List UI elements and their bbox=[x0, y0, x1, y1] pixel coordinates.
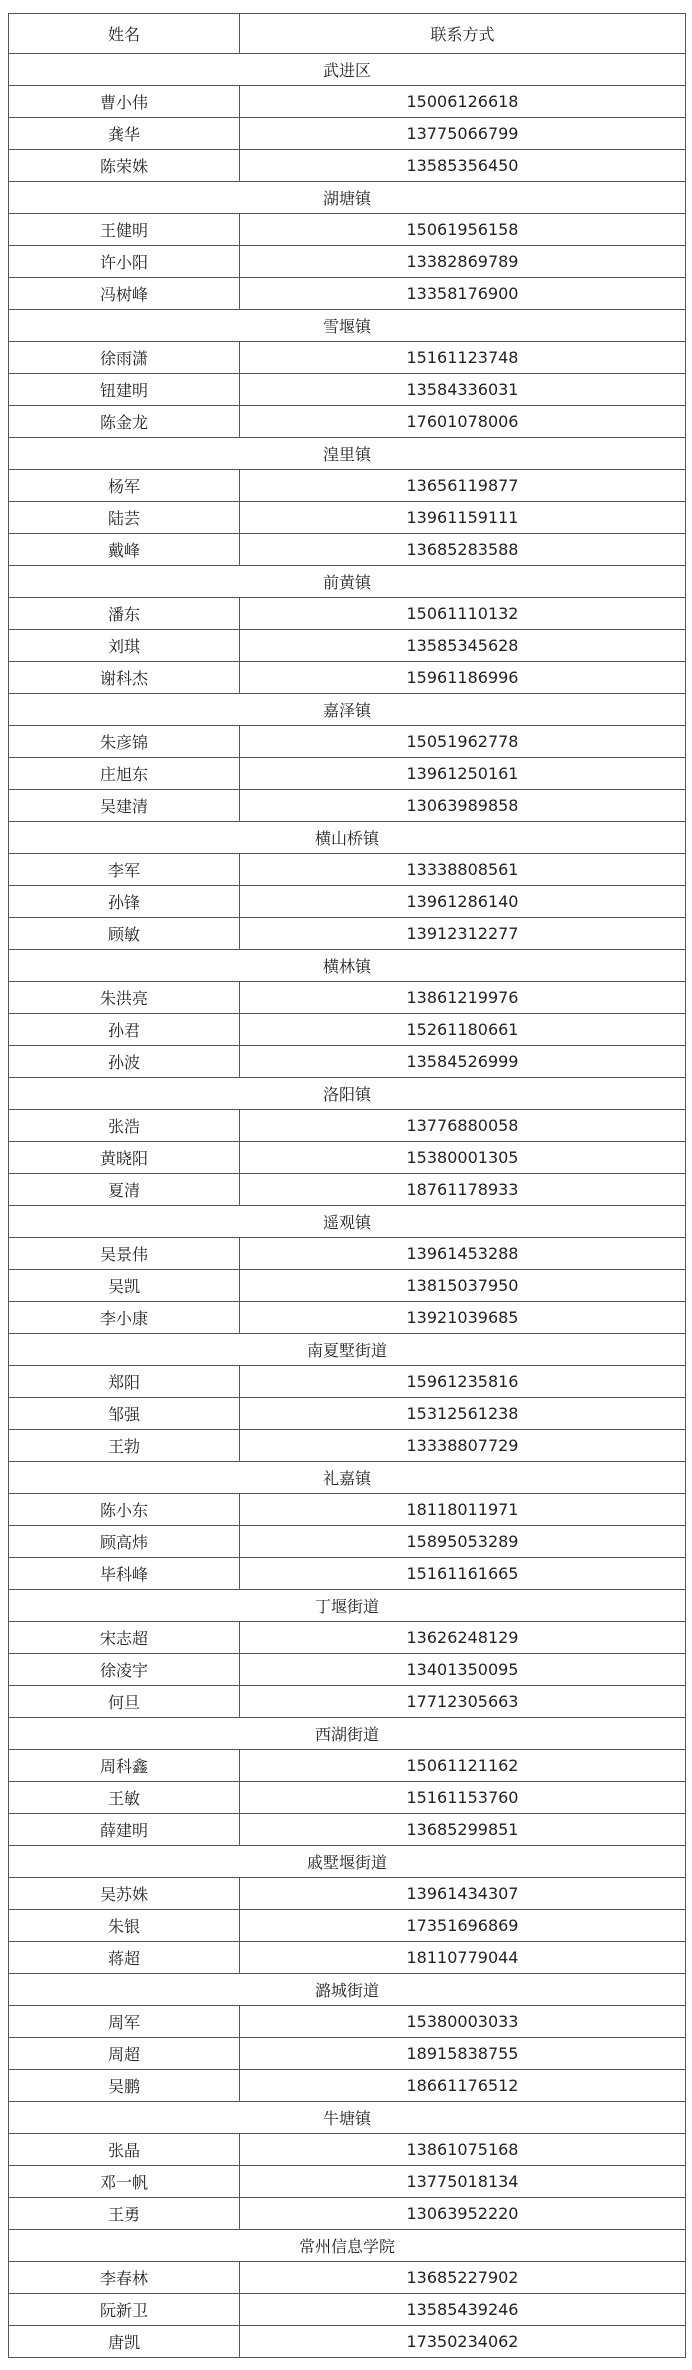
person-name: 陆芸 bbox=[9, 502, 240, 534]
person-name: 张晶 bbox=[9, 2134, 240, 2166]
district-name: 常州信息学院 bbox=[9, 2230, 686, 2262]
phone-number: 13815037950 bbox=[240, 1270, 686, 1302]
phone-number: 13685299851 bbox=[240, 1814, 686, 1846]
table-row bbox=[9, 758, 686, 790]
table-row bbox=[9, 1654, 686, 1686]
phone-number: 13961434307 bbox=[240, 1878, 686, 1910]
phone-number: 13861075168 bbox=[240, 2134, 686, 2166]
table-row bbox=[9, 1526, 686, 1558]
person-name: 潘东 bbox=[9, 598, 240, 630]
district-row bbox=[9, 1462, 686, 1494]
table-row bbox=[9, 246, 686, 278]
phone-number: 13775066799 bbox=[240, 118, 686, 150]
district-row bbox=[9, 182, 686, 214]
person-name: 钮建明 bbox=[9, 374, 240, 406]
phone-number: 13776880058 bbox=[240, 1110, 686, 1142]
phone-number: 13358176900 bbox=[240, 278, 686, 310]
table-row bbox=[9, 1814, 686, 1846]
person-name: 陈荣姝 bbox=[9, 150, 240, 182]
person-name: 许小阳 bbox=[9, 246, 240, 278]
phone-number: 15061110132 bbox=[240, 598, 686, 630]
district-row bbox=[9, 1590, 686, 1622]
person-name: 王健明 bbox=[9, 214, 240, 246]
phone-number: 13584526999 bbox=[240, 1046, 686, 1078]
district-name: 丁堰街道 bbox=[9, 1590, 686, 1622]
district-name: 前黄镇 bbox=[9, 566, 686, 598]
table-row bbox=[9, 630, 686, 662]
person-name: 李春林 bbox=[9, 2262, 240, 2294]
district-name: 南夏墅街道 bbox=[9, 1334, 686, 1366]
person-name: 孙波 bbox=[9, 1046, 240, 1078]
phone-number: 13775018134 bbox=[240, 2166, 686, 2198]
table-row bbox=[9, 1302, 686, 1334]
table-row bbox=[9, 1174, 686, 1206]
table-row bbox=[9, 662, 686, 694]
person-name: 郑阳 bbox=[9, 1366, 240, 1398]
phone-number: 13861219976 bbox=[240, 982, 686, 1014]
person-name: 王勇 bbox=[9, 2198, 240, 2230]
district-name: 湟里镇 bbox=[9, 438, 686, 470]
table-row bbox=[9, 2166, 686, 2198]
table-row bbox=[9, 1750, 686, 1782]
table-row bbox=[9, 1686, 686, 1718]
phone-number: 15161161665 bbox=[240, 1558, 686, 1590]
phone-number: 13921039685 bbox=[240, 1302, 686, 1334]
district-name: 横林镇 bbox=[9, 950, 686, 982]
table-row bbox=[9, 406, 686, 438]
phone-number: 13961250161 bbox=[240, 758, 686, 790]
table-row bbox=[9, 2294, 686, 2326]
phone-number: 15061121162 bbox=[240, 1750, 686, 1782]
person-name: 龚华 bbox=[9, 118, 240, 150]
table-row bbox=[9, 214, 686, 246]
district-row bbox=[9, 2102, 686, 2134]
phone-number: 13626248129 bbox=[240, 1622, 686, 1654]
person-name: 李军 bbox=[9, 854, 240, 886]
phone-number: 13961159111 bbox=[240, 502, 686, 534]
person-name: 冯树峰 bbox=[9, 278, 240, 310]
table-row bbox=[9, 726, 686, 758]
table-row bbox=[9, 118, 686, 150]
person-name: 何旦 bbox=[9, 1686, 240, 1718]
name-column-header: 姓名 bbox=[9, 14, 240, 54]
phone-number: 17350234062 bbox=[240, 2326, 686, 2358]
phone-number: 18661176512 bbox=[240, 2070, 686, 2102]
person-name: 阮新卫 bbox=[9, 2294, 240, 2326]
table-row bbox=[9, 1782, 686, 1814]
district-name: 西湖街道 bbox=[9, 1718, 686, 1750]
district-name: 礼嘉镇 bbox=[9, 1462, 686, 1494]
district-name: 潞城街道 bbox=[9, 1974, 686, 2006]
phone-number: 15380003033 bbox=[240, 2006, 686, 2038]
phone-number: 13338808561 bbox=[240, 854, 686, 886]
person-name: 朱洪亮 bbox=[9, 982, 240, 1014]
phone-number: 15312561238 bbox=[240, 1398, 686, 1430]
phone-number: 17601078006 bbox=[240, 406, 686, 438]
district-row bbox=[9, 1846, 686, 1878]
person-name: 黄晓阳 bbox=[9, 1142, 240, 1174]
table-row bbox=[9, 2134, 686, 2166]
phone-number: 13063989858 bbox=[240, 790, 686, 822]
table-row bbox=[9, 534, 686, 566]
table-row bbox=[9, 2070, 686, 2102]
person-name: 吴鹏 bbox=[9, 2070, 240, 2102]
person-name: 吴苏姝 bbox=[9, 1878, 240, 1910]
district-row bbox=[9, 822, 686, 854]
phone-number: 13685227902 bbox=[240, 2262, 686, 2294]
phone-number: 15161123748 bbox=[240, 342, 686, 374]
phone-number: 13961286140 bbox=[240, 886, 686, 918]
person-name: 张浩 bbox=[9, 1110, 240, 1142]
phone-number: 13585345628 bbox=[240, 630, 686, 662]
person-name: 戴峰 bbox=[9, 534, 240, 566]
table-row bbox=[9, 1014, 686, 1046]
district-row bbox=[9, 1206, 686, 1238]
table-row bbox=[9, 278, 686, 310]
phone-number: 18118011971 bbox=[240, 1494, 686, 1526]
table-row bbox=[9, 1238, 686, 1270]
table-row bbox=[9, 2326, 686, 2358]
district-row bbox=[9, 310, 686, 342]
district-name: 洛阳镇 bbox=[9, 1078, 686, 1110]
table-row bbox=[9, 2006, 686, 2038]
district-row bbox=[9, 694, 686, 726]
person-name: 王敏 bbox=[9, 1782, 240, 1814]
person-name: 刘琪 bbox=[9, 630, 240, 662]
person-name: 邹强 bbox=[9, 1398, 240, 1430]
person-name: 谢科杰 bbox=[9, 662, 240, 694]
person-name: 庄旭东 bbox=[9, 758, 240, 790]
table-row bbox=[9, 886, 686, 918]
phone-number: 15061956158 bbox=[240, 214, 686, 246]
phone-number: 15895053289 bbox=[240, 1526, 686, 1558]
table-body bbox=[9, 54, 686, 2358]
person-name: 吴景伟 bbox=[9, 1238, 240, 1270]
phone-number: 15051962778 bbox=[240, 726, 686, 758]
person-name: 孙锋 bbox=[9, 886, 240, 918]
header-row bbox=[9, 14, 686, 54]
person-name: 徐凌宇 bbox=[9, 1654, 240, 1686]
table-row bbox=[9, 342, 686, 374]
table-row bbox=[9, 1270, 686, 1302]
person-name: 唐凯 bbox=[9, 2326, 240, 2358]
contact-column-header: 联系方式 bbox=[240, 14, 686, 54]
phone-number: 13912312277 bbox=[240, 918, 686, 950]
person-name: 顾高炜 bbox=[9, 1526, 240, 1558]
person-name: 王勃 bbox=[9, 1430, 240, 1462]
phone-number: 18915838755 bbox=[240, 2038, 686, 2070]
person-name: 毕科峰 bbox=[9, 1558, 240, 1590]
phone-number: 17351696869 bbox=[240, 1910, 686, 1942]
table-row bbox=[9, 1558, 686, 1590]
table-row bbox=[9, 982, 686, 1014]
table-row bbox=[9, 2198, 686, 2230]
person-name: 朱银 bbox=[9, 1910, 240, 1942]
district-row bbox=[9, 566, 686, 598]
table-row bbox=[9, 502, 686, 534]
phone-number: 13401350095 bbox=[240, 1654, 686, 1686]
phone-number: 15961186996 bbox=[240, 662, 686, 694]
phone-number: 18110779044 bbox=[240, 1942, 686, 1974]
person-name: 周超 bbox=[9, 2038, 240, 2070]
person-name: 吴凯 bbox=[9, 1270, 240, 1302]
contact-table bbox=[8, 13, 686, 2358]
district-row bbox=[9, 1718, 686, 1750]
table-row bbox=[9, 1494, 686, 1526]
phone-number: 13961453288 bbox=[240, 1238, 686, 1270]
district-name: 嘉泽镇 bbox=[9, 694, 686, 726]
phone-number: 13656119877 bbox=[240, 470, 686, 502]
phone-number: 15380001305 bbox=[240, 1142, 686, 1174]
person-name: 薛建明 bbox=[9, 1814, 240, 1846]
table-row bbox=[9, 1142, 686, 1174]
table-row bbox=[9, 1046, 686, 1078]
district-row bbox=[9, 1078, 686, 1110]
phone-number: 15161153760 bbox=[240, 1782, 686, 1814]
table-row bbox=[9, 918, 686, 950]
person-name: 夏清 bbox=[9, 1174, 240, 1206]
phone-number: 13338807729 bbox=[240, 1430, 686, 1462]
district-row bbox=[9, 438, 686, 470]
district-name: 戚墅堰街道 bbox=[9, 1846, 686, 1878]
district-name: 雪堰镇 bbox=[9, 310, 686, 342]
table-row bbox=[9, 1942, 686, 1974]
table-row bbox=[9, 1430, 686, 1462]
table-row bbox=[9, 1910, 686, 1942]
table-row bbox=[9, 1622, 686, 1654]
table-row bbox=[9, 2038, 686, 2070]
table-row bbox=[9, 854, 686, 886]
phone-number: 17712305663 bbox=[240, 1686, 686, 1718]
table-row bbox=[9, 150, 686, 182]
district-name: 遥观镇 bbox=[9, 1206, 686, 1238]
table-row bbox=[9, 1366, 686, 1398]
phone-number: 13585439246 bbox=[240, 2294, 686, 2326]
table-row bbox=[9, 790, 686, 822]
district-name: 横山桥镇 bbox=[9, 822, 686, 854]
person-name: 吴建清 bbox=[9, 790, 240, 822]
district-name: 牛塘镇 bbox=[9, 2102, 686, 2134]
table-header bbox=[9, 14, 686, 54]
person-name: 周军 bbox=[9, 2006, 240, 2038]
person-name: 朱彦锦 bbox=[9, 726, 240, 758]
person-name: 徐雨潇 bbox=[9, 342, 240, 374]
table-row bbox=[9, 470, 686, 502]
person-name: 蒋超 bbox=[9, 1942, 240, 1974]
person-name: 陈金龙 bbox=[9, 406, 240, 438]
phone-number: 13063952220 bbox=[240, 2198, 686, 2230]
phone-number: 13685283588 bbox=[240, 534, 686, 566]
person-name: 曹小伟 bbox=[9, 86, 240, 118]
person-name: 宋志超 bbox=[9, 1622, 240, 1654]
person-name: 周科鑫 bbox=[9, 1750, 240, 1782]
district-name: 武进区 bbox=[9, 54, 686, 86]
district-row bbox=[9, 2230, 686, 2262]
table-row bbox=[9, 2262, 686, 2294]
district-name: 湖塘镇 bbox=[9, 182, 686, 214]
phone-number: 13382869789 bbox=[240, 246, 686, 278]
table-row bbox=[9, 374, 686, 406]
district-row bbox=[9, 950, 686, 982]
phone-number: 15261180661 bbox=[240, 1014, 686, 1046]
table-row bbox=[9, 1398, 686, 1430]
district-row bbox=[9, 1334, 686, 1366]
phone-number: 15006126618 bbox=[240, 86, 686, 118]
phone-number: 13585356450 bbox=[240, 150, 686, 182]
person-name: 陈小东 bbox=[9, 1494, 240, 1526]
person-name: 顾敏 bbox=[9, 918, 240, 950]
person-name: 孙君 bbox=[9, 1014, 240, 1046]
table-row bbox=[9, 598, 686, 630]
person-name: 邓一帆 bbox=[9, 2166, 240, 2198]
phone-number: 13584336031 bbox=[240, 374, 686, 406]
person-name: 李小康 bbox=[9, 1302, 240, 1334]
table-row bbox=[9, 86, 686, 118]
district-row bbox=[9, 1974, 686, 2006]
table-row bbox=[9, 1878, 686, 1910]
phone-number: 18761178933 bbox=[240, 1174, 686, 1206]
person-name: 杨军 bbox=[9, 470, 240, 502]
table-row bbox=[9, 1110, 686, 1142]
phone-number: 15961235816 bbox=[240, 1366, 686, 1398]
district-row bbox=[9, 54, 686, 86]
